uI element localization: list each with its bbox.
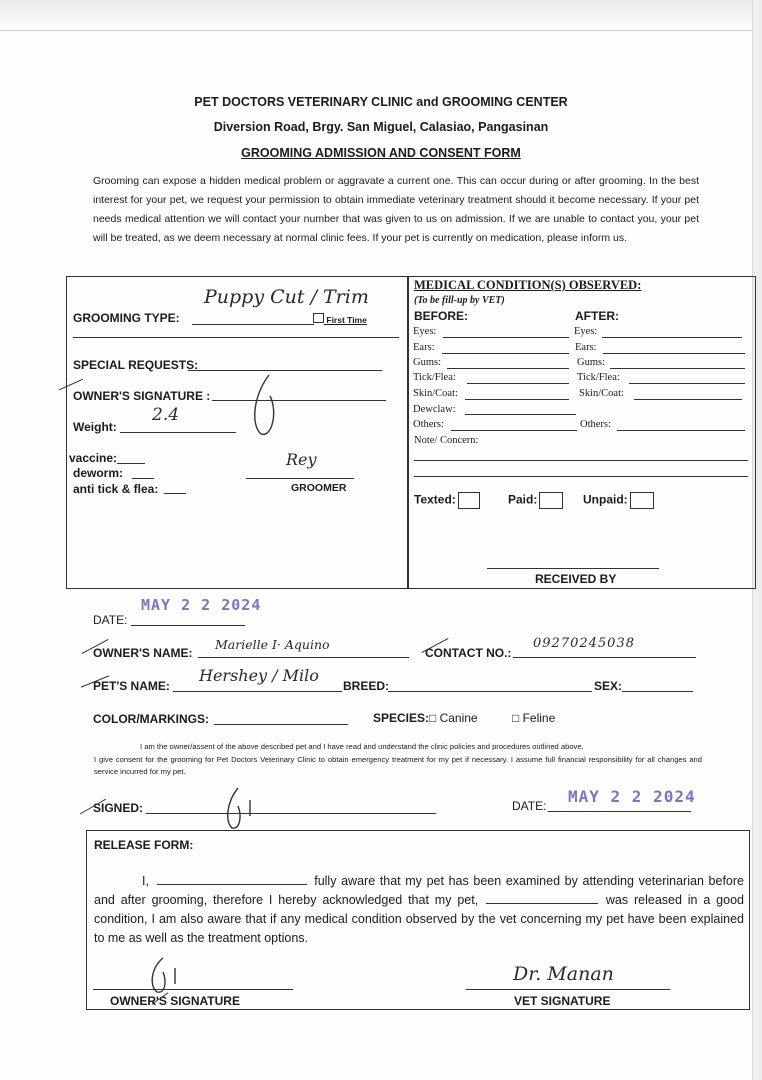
release-text-i: I,: [142, 874, 149, 888]
contact-line[interactable]: [513, 657, 696, 658]
before-ears-line[interactable]: [442, 353, 569, 354]
contact-label: CONTACT NO.:: [425, 646, 512, 660]
release-text-a: fully aware that my pet has been examined by attending veterinarian before and after grooming, therefore I hereby acknowledged that my pet,: [94, 874, 744, 907]
consent-text: [94, 741, 702, 779]
clinic-name: PET DOCTORS VETERINARY CLINIC and GROOMING CENTER: [194, 95, 568, 109]
date-line[interactable]: [131, 625, 245, 626]
after-tickflea-label: Tick/Flea:: [577, 372, 620, 383]
after-skincoat-line[interactable]: [634, 399, 742, 400]
grooming-type-line[interactable]: [192, 324, 314, 325]
after-tickflea-line[interactable]: [629, 383, 745, 384]
owner-signature-label: OWNER'S SIGNATURE :: [73, 389, 211, 403]
after-others-line[interactable]: [617, 430, 745, 431]
medical-title: MEDICAL CONDITION(S) OBSERVED:: [414, 278, 642, 292]
before-ears-label: Ears:: [413, 342, 435, 353]
special-requests-label: SPECIAL REQUESTS:: [73, 358, 199, 372]
form-title: GROOMING ADMISSION AND CONSENT FORM: [241, 146, 521, 160]
antitick-label: anti tick & flea:: [73, 482, 159, 496]
owner-name-value: Marielle I· Aquino: [215, 637, 330, 652]
pet-name-line[interactable]: [173, 691, 342, 692]
after-ears-line[interactable]: [603, 353, 745, 354]
vaccine-label: vaccine:: [69, 451, 118, 465]
sex-line[interactable]: [622, 691, 693, 692]
before-skincoat-line[interactable]: [465, 399, 569, 400]
paid-label: Paid:: [508, 492, 538, 507]
medical-subtitle: (To be fill-up by VET): [414, 295, 505, 306]
before-tickflea-label: Tick/Flea:: [413, 372, 456, 383]
paper-edge: [0, 0, 762, 28]
owner-name-label: OWNER'S NAME:: [93, 646, 193, 660]
before-others-line[interactable]: [451, 430, 577, 431]
before-eyes-label: Eyes:: [413, 326, 437, 337]
weight-line[interactable]: [120, 432, 236, 433]
consent-date-line[interactable]: [548, 811, 691, 812]
note-line-1[interactable]: [414, 460, 748, 461]
release-title: RELEASE FORM:: [94, 838, 194, 852]
paid-option[interactable]: [508, 492, 563, 509]
deworm-line[interactable]: [132, 478, 154, 479]
feline-option[interactable]: □ Feline: [512, 711, 556, 725]
before-others-label: Others:: [413, 419, 444, 430]
owner-signature-line[interactable]: [212, 400, 386, 401]
release-text: [94, 872, 744, 948]
after-skincoat-label: Skin/Coat:: [579, 388, 624, 399]
owner-release-scribble: [145, 956, 185, 996]
grooming-type-value: Puppy Cut / Trim: [204, 286, 369, 308]
after-label: AFTER:: [575, 309, 619, 323]
date-stamp: MAY 2 2 2024: [141, 596, 262, 614]
grooming-type-line2: [73, 337, 399, 338]
before-dewclaw-label: Dewclaw:: [413, 404, 456, 415]
after-gums-label: Gums:: [577, 357, 606, 368]
grooming-type-label: GROOMING TYPE:: [73, 311, 180, 325]
consent-date-stamp: MAY 2 2 2024: [568, 787, 696, 806]
vet-signature-label: VET SIGNATURE: [514, 994, 611, 1008]
signed-line[interactable]: [146, 813, 436, 814]
weight-label: Weight:: [73, 420, 117, 434]
first-time-label: First Time: [326, 315, 367, 325]
texted-label: Texted:: [414, 492, 456, 507]
texted-option[interactable]: [414, 492, 480, 509]
received-by-label: RECEIVED BY: [535, 572, 617, 586]
vet-signature: Dr. Manan: [513, 963, 614, 985]
before-label: BEFORE:: [414, 309, 468, 323]
owner-signature-scribble: [248, 372, 282, 438]
canine-option[interactable]: □ Canine: [429, 711, 478, 725]
before-eyes-line[interactable]: [443, 337, 569, 338]
after-eyes-label: Eyes:: [574, 326, 598, 337]
unpaid-label: Unpaid:: [583, 492, 628, 507]
consent-text-rest: I give consent for the grooming for Pet Doctors Veterinary Clinic to obtain emergency treatment for my pet if necessary. I assume full financial responsibility for all changes and service incurred for my pet.: [94, 754, 702, 776]
special-requests-line[interactable]: [188, 370, 382, 371]
received-by-line[interactable]: [487, 568, 659, 569]
contact-value: 09270245038: [533, 636, 635, 651]
intro-text: Grooming can expose a hidden medical problem or aggravate a current one. This can occur during or after grooming. In the best interest for your pet, we request your permission to obtain immediate veterinary treatment should it become necessary. If your pet needs medical attention we will contact your number that was given to us on admission. If we are unable to contact you, your pet will be treated, as we deem necessary at normal clinic fees. If your pet is currently on medication, please inform us.: [93, 175, 699, 244]
consent-date-label: DATE:: [512, 799, 547, 813]
before-skincoat-label: Skin/Coat:: [413, 388, 458, 399]
paper-edge-line: [0, 30, 762, 31]
release-text-b: was released in a good condition, I am also aware that if any medical condition observed by the vet concerning my pet have been explained to me as well as the treatment options.: [94, 893, 744, 945]
paid-checkbox[interactable]: [539, 492, 563, 509]
deworm-label: deworm:: [73, 466, 124, 480]
signed-scribble: [222, 786, 262, 832]
species-label: SPECIES:: [373, 711, 430, 725]
before-gums-line[interactable]: [447, 368, 569, 369]
groomer-signature: Rey: [286, 450, 317, 469]
before-dewclaw-line[interactable]: [465, 414, 576, 415]
owner-release-signature-label: OWNER'S SIGNATURE: [110, 994, 240, 1008]
before-gums-label: Gums:: [413, 357, 442, 368]
weight-value: 2.4: [152, 405, 180, 425]
vaccine-line[interactable]: [117, 463, 145, 464]
note-label: Note/ Concern:: [414, 435, 479, 446]
antitick-line[interactable]: [164, 493, 186, 494]
pet-name-label: PET'S NAME:: [93, 679, 170, 693]
color-line[interactable]: [214, 724, 348, 725]
signed-label: SIGNED:: [93, 801, 144, 815]
consent-text-line1: I am the owner/assent of the above described pet and I have read and understand the clinic policies and procedures outlined above.: [140, 742, 584, 751]
unpaid-checkbox[interactable]: [630, 492, 654, 509]
first-time-checkbox[interactable]: [313, 313, 324, 323]
texted-checkbox[interactable]: [458, 492, 480, 509]
breed-line[interactable]: [388, 691, 592, 692]
pet-fill-line[interactable]: [486, 903, 598, 904]
first-time-option[interactable]: [313, 313, 367, 325]
owner-name-line[interactable]: [198, 657, 409, 658]
owner-release-signature-line[interactable]: [93, 989, 293, 990]
after-eyes-line[interactable]: [602, 337, 742, 338]
note-line-2[interactable]: [414, 476, 748, 477]
date-label: DATE:: [93, 613, 128, 627]
owner-fill-line[interactable]: [157, 884, 307, 885]
sex-label: SEX:: [594, 679, 623, 693]
breed-label: BREED:: [343, 679, 390, 693]
clinic-address: Diversion Road, Brgy. San Miguel, Calasiao, Pangasinan: [213, 120, 549, 134]
color-label: COLOR/MARKINGS:: [93, 712, 209, 726]
pet-name-value: Hershey / Milo: [199, 666, 319, 685]
groomer-line[interactable]: [246, 478, 354, 479]
after-ears-label: Ears:: [575, 342, 597, 353]
after-gums-line[interactable]: [610, 368, 745, 369]
groomer-label: GROOMER: [291, 482, 347, 494]
vet-signature-line[interactable]: [466, 989, 670, 990]
after-others-label: Others:: [580, 419, 611, 430]
before-tickflea-line[interactable]: [467, 383, 569, 384]
unpaid-option[interactable]: [583, 492, 654, 509]
